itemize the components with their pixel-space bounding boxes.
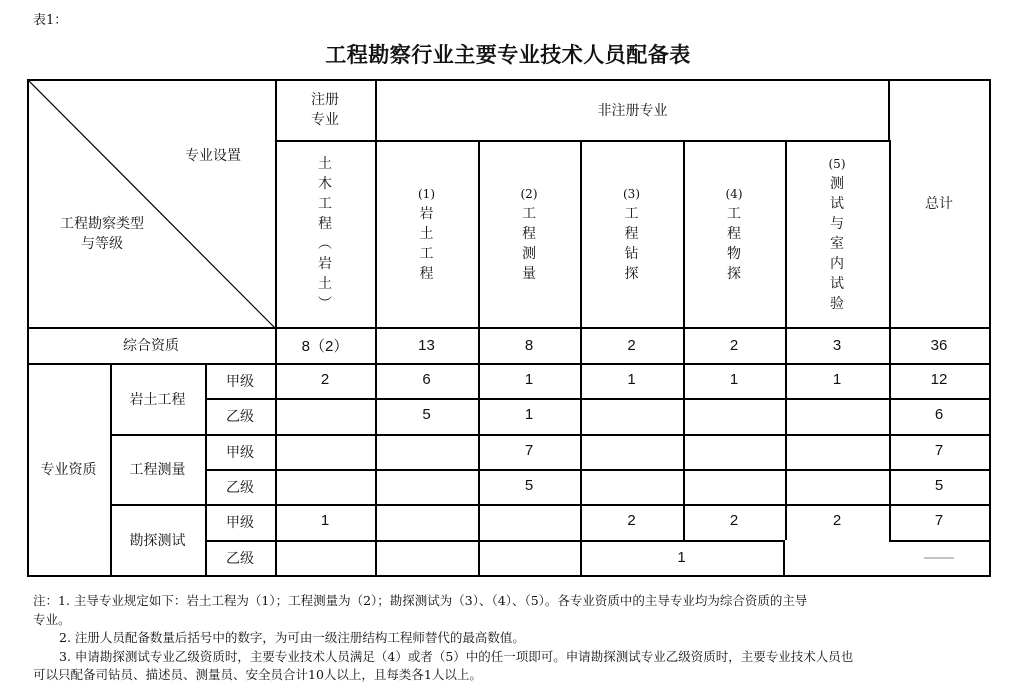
column-header-geotech: (1) 岩 土 工 程 — [375, 140, 480, 329]
table-cell: 2 — [683, 504, 787, 542]
table-cell — [375, 504, 480, 542]
table-cell: 1 — [580, 363, 685, 400]
table-cell — [375, 469, 480, 506]
registered-specialty-header: 注册 专业 — [275, 79, 377, 142]
table-cell — [375, 434, 480, 471]
specialty-setting-label: 专业设置 — [185, 148, 241, 164]
table-cell — [275, 469, 377, 506]
page-title: 工程勘察行业主要专业技术人员配备表 — [325, 44, 691, 67]
table-cell: 3 — [785, 327, 891, 365]
table-cell — [478, 504, 582, 542]
merged-cell-drilling-to-lab: 1 — [580, 540, 785, 577]
table-cell — [580, 434, 685, 471]
table-cell: 1 — [478, 363, 582, 400]
table-cell — [478, 540, 582, 577]
total-header: 总计 — [889, 79, 991, 329]
table-caption: 表1： — [33, 13, 68, 28]
merged-cell-filler — [785, 540, 889, 575]
column-header-geophysical: (4) 工 程 物 探 — [683, 140, 787, 329]
note-3-continued: 可以只配备司钻员、描述员、测量员、安全员合计10人以上，且每类各1人以上。 — [33, 667, 482, 682]
group-label-geotech: 岩土工程 — [110, 363, 207, 436]
table-cell: 1 — [478, 398, 582, 436]
table-notes — [33, 592, 993, 685]
row-label-professional: 专业资质 — [27, 363, 112, 577]
column-header-civil-geotech: 土 木 工 程 ︵ 岩 土 ︶ — [275, 140, 377, 329]
table-cell: 8 — [478, 327, 582, 365]
table-cell — [580, 398, 685, 436]
row-label-comprehensive: 综合资质 — [27, 327, 277, 365]
table-cell: 1 — [275, 504, 377, 542]
dash-placeholder: —— — [924, 549, 954, 566]
column-header-drilling: (3) 工 程 钻 探 — [580, 140, 685, 329]
table-cell: 12 — [889, 363, 991, 400]
table-cell — [580, 469, 685, 506]
table-cell — [785, 434, 891, 471]
table-cell: 2 — [580, 504, 685, 542]
table-cell: 2 — [580, 327, 685, 365]
table-cell: 36 — [889, 327, 991, 365]
table-cell — [275, 398, 377, 436]
grade-label: 甲级 — [205, 434, 277, 471]
table-cell: 7 — [889, 504, 991, 542]
table-cell: 6 — [375, 363, 480, 400]
table-cell: 7 — [478, 434, 582, 471]
column-header-testing-lab: (5) 测 试 与 室 内 试 验 — [785, 140, 891, 329]
grade-label: 甲级 — [205, 504, 277, 542]
column-header-surveying: (2) 工 程 测 量 — [478, 140, 582, 329]
group-label-exploration: 勘探测试 — [110, 504, 207, 577]
table-cell: 5 — [889, 469, 991, 506]
table-cell — [785, 398, 891, 436]
table-cell: 2 — [683, 327, 787, 365]
non-registered-specialty-header: 非注册专业 — [377, 79, 890, 142]
table-cell: 5 — [478, 469, 582, 506]
table-cell: 2 — [785, 504, 891, 542]
diagonal-header-cell — [27, 79, 277, 329]
group-label-surveying: 工程测量 — [110, 434, 207, 506]
table-cell — [275, 540, 377, 577]
grade-label: 甲级 — [205, 363, 277, 400]
staffing-table — [27, 79, 991, 577]
note-2: 2. 注册人员配备数量后括号中的数字，为可由一级注册结构工程师替代的最高数值。 — [59, 630, 525, 645]
table-cell: 6 — [889, 398, 991, 436]
table-cell: 1 — [683, 363, 787, 400]
note-1: 注：1. 主导专业规定如下：岩土工程为（1）；工程测量为（2）；勘探测试为（3）、（4）、（5）。各专业资质中的主导专业均为综合资质的主导 — [33, 593, 808, 608]
table-cell — [683, 469, 787, 506]
table-cell — [785, 469, 891, 506]
grade-label: 乙级 — [205, 398, 277, 436]
table-cell: 7 — [889, 434, 991, 471]
table-cell: 13 — [375, 327, 480, 365]
table-cell: 2 — [275, 363, 377, 400]
note-3: 3. 申请勘探测试专业乙级资质时，主要专业技术人员满足（4）或者（5）中的任一项即可。申请勘探测试专业乙级资质时，主要专业技术人员也 — [59, 648, 854, 664]
table-cell: 1 — [785, 363, 891, 400]
grade-label: 乙级 — [205, 540, 277, 577]
table-cell: 8（2） — [275, 327, 377, 365]
table-cell — [683, 398, 787, 436]
table-cell — [275, 434, 377, 471]
table-cell — [683, 434, 787, 471]
survey-type-grade-label: 工程勘察类型 与等级 — [60, 216, 144, 252]
diagonal-line — [27, 79, 276, 329]
table-cell-total — [889, 540, 991, 577]
table-cell — [375, 540, 480, 577]
grade-label: 乙级 — [205, 469, 277, 506]
note-1-continued: 专业。 — [33, 611, 71, 627]
table-cell: 5 — [375, 398, 480, 436]
